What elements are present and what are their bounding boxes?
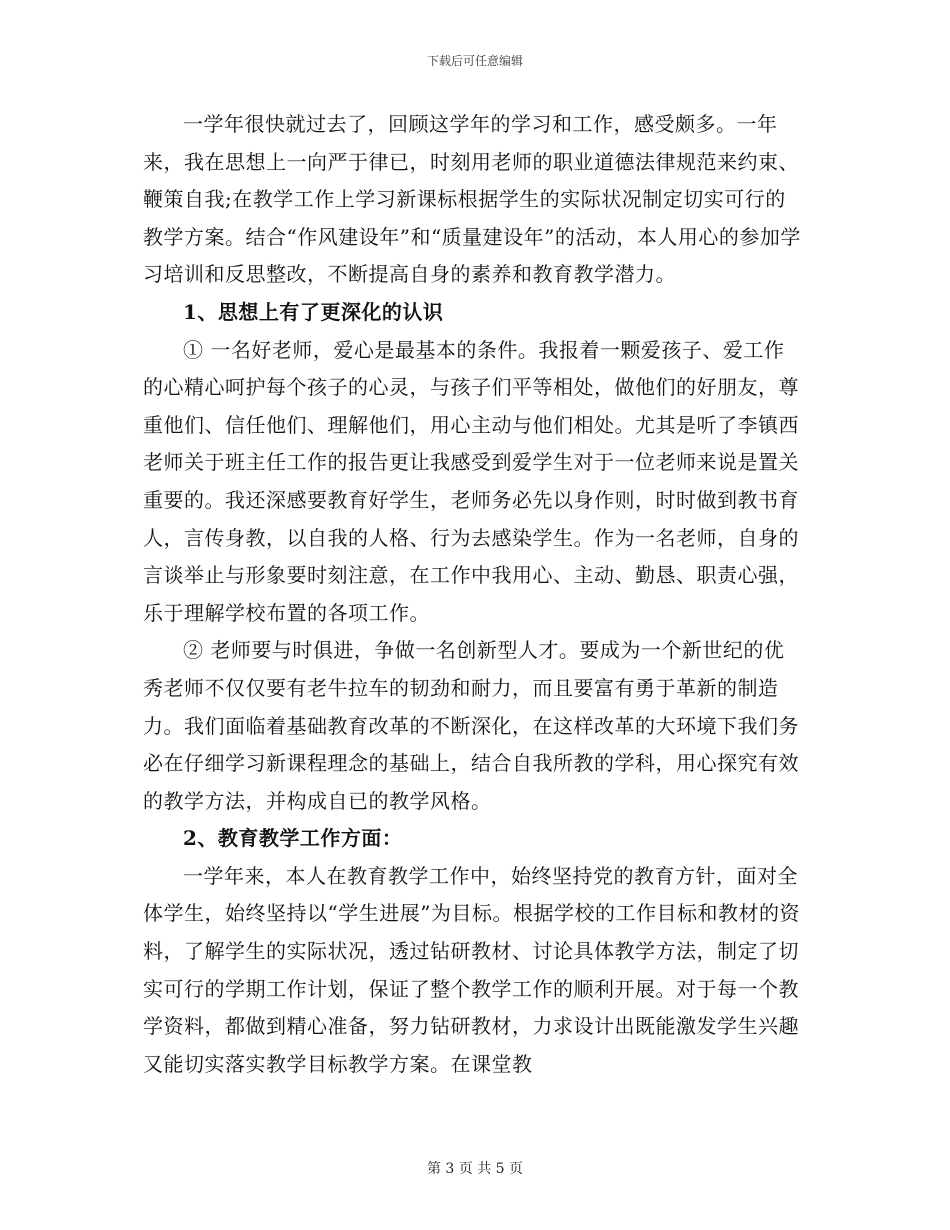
page-header: 下载后可任意编辑	[426, 54, 523, 68]
section-1-paragraph-1: ① 一名好老师，爱心是最基本的条件。我报着一颗爱孩子、爱工作的心精心呵护每个孩子的心灵，与孩子们平等相处，做他们的好朋友，尊重他们、信任他们、理解他们，用心主动与他们相处。尤其是听了李镇西老师关于班主任工作的报告更让我感受到爱学生对于一位老师来说是置关重要的。我还深感要教育好学生，老师务必先以身作则，时时做到教书育人，言传身教，以自我的人格、行为去感染学生。作为一名老师，自身的言谈举止与形象要时刻注意，在工作中我用心、主动、勤恳、职责心强，乐于理解学校布置的各项工作。	[143, 337, 799, 625]
intro-paragraph: 一学年很快就过去了，回顾这学年的学习和工作，感受颇多。一年来，我在思想上一向严于律已，时刻用老师的职业道德法律规范来约束、鞭策自我;在教学工作上学习新课标根据学生的实际状况制定切实可行的教学方案。结合“作风建设年”和“质量建设年”的活动，本人用心的参加学习培训和反思整改，不断提高自身的素养和教育教学潜力。	[143, 112, 801, 287]
page-number: 第 3 页 共 5 页	[426, 1161, 524, 1177]
document-body	[143, 106, 803, 1083]
section-1-paragraph-2: ② 老师要与时俱进，争做一名创新型人才。要成为一个新世纪的优秀老师不仅仅要有老牛拉车的韧劲和耐力，而且要富有勇于革新的制造力。我们面临着基础教育改革的不断深化，在这样改革的大环境下我们务必在仔细学习新课程理念的基础上，结合自我所教的学科，用心探究有效的教学方法，并构成自已的教学风格。	[143, 638, 799, 813]
section-2-paragraph-1: 一学年来，本人在教育教学工作中，始终坚持党的教育方针，面对全体学生，始终坚持以“学生进展”为目标。根据学校的工作目标和教材的资料，了解学生的实际状况，透过钻研教材、讨论具体教学方法，制定了切实可行的学期工作计划，保证了整个教学工作的顺利开展。对于每一个教学资料，都做到精心准备，努力钻研教材，力求设计出既能激发学生兴趣又能切实落实教学目标教学方案。在课堂教	[143, 863, 800, 1076]
section-1-heading: 1、思想上有了更深化的认识	[183, 299, 444, 324]
section-2-heading: 2、教育教学工作方面：	[183, 826, 403, 851]
